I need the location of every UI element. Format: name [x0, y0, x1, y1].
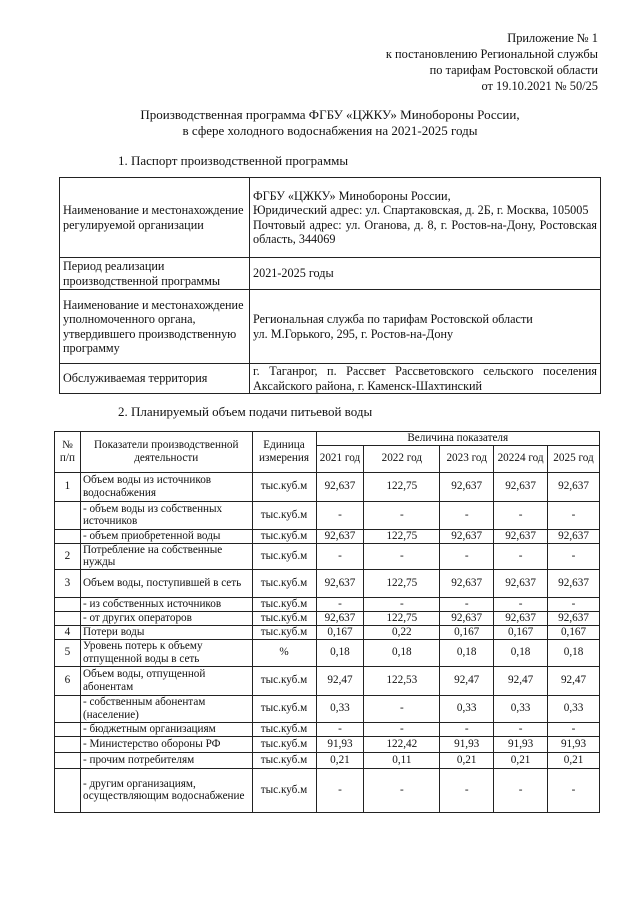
table-row — [55, 752, 600, 768]
row-num: 2 — [55, 543, 81, 569]
table-row — [55, 472, 600, 501]
row-indicator: Объем воды из источников водоснабжения — [80, 472, 252, 501]
row-value: 92,47 — [494, 666, 548, 695]
row-value: 92,637 — [440, 611, 494, 625]
row-indicator: Объем воды, отпущенной абонентам — [80, 666, 252, 695]
row-unit: % — [252, 639, 316, 666]
row-indicator: - другим организациям, осуществляющим водоснабжение — [80, 768, 252, 812]
appendix-line: от 19.10.2021 № 50/25 — [481, 79, 598, 93]
row-unit: тыс.куб.м — [252, 569, 316, 597]
passport-value-line: Юридический адрес: ул. Спартаковская, д. 2Б, г. Москва, 105005 — [253, 203, 589, 217]
row-value: 0,18 — [316, 639, 364, 666]
row-value: 92,637 — [316, 472, 364, 501]
row-value: - — [440, 722, 494, 736]
row-num — [55, 695, 81, 722]
row-value: - — [316, 597, 364, 611]
col-header-indicator: Показатели производственной деятельности — [80, 432, 252, 473]
table-row — [55, 625, 600, 639]
row-value: 92,47 — [316, 666, 364, 695]
row-value: 91,93 — [440, 736, 494, 752]
table-row — [55, 722, 600, 736]
volume-table-body — [55, 472, 600, 812]
row-value: 91,93 — [494, 736, 548, 752]
passport-value — [250, 178, 601, 258]
row-indicator: - Министерство обороны РФ — [80, 736, 252, 752]
row-value: 92,637 — [548, 569, 600, 597]
row-value: 0,167 — [494, 625, 548, 639]
row-value: 0,21 — [316, 752, 364, 768]
row-unit: тыс.куб.м — [252, 543, 316, 569]
row-unit: тыс.куб.м — [252, 736, 316, 752]
row-value: 0,33 — [316, 695, 364, 722]
table-row — [55, 501, 600, 529]
row-indicator: Потери воды — [80, 625, 252, 639]
row-indicator: Уровень потерь к объему отпущенной воды в сеть — [80, 639, 252, 666]
row-value: 122,75 — [364, 611, 440, 625]
row-value: 91,93 — [548, 736, 600, 752]
row-value: - — [440, 501, 494, 529]
row-indicator: - от других операторов — [80, 611, 252, 625]
col-header-values: Величина показателя — [316, 432, 600, 446]
row-num — [55, 752, 81, 768]
passport-value-line: Почтовый адрес: ул. Оганова, д. 8, г. Ростов-на-Дону, Ростовская область, 344069 — [253, 217, 597, 246]
row-value: 0,18 — [494, 639, 548, 666]
row-value: 92,637 — [494, 529, 548, 543]
row-unit: тыс.куб.м — [252, 625, 316, 639]
table-row — [55, 666, 600, 695]
table-row — [55, 639, 600, 666]
row-value: 0,18 — [364, 639, 440, 666]
row-value: 92,637 — [440, 569, 494, 597]
row-value: 0,33 — [440, 695, 494, 722]
row-value: - — [364, 768, 440, 812]
row-value: 92,637 — [494, 569, 548, 597]
row-unit: тыс.куб.м — [252, 529, 316, 543]
row-value: - — [364, 695, 440, 722]
row-value: 92,637 — [548, 611, 600, 625]
row-indicator: - собственным абонентам (население) — [80, 695, 252, 722]
row-num — [55, 597, 81, 611]
row-value: - — [364, 543, 440, 569]
appendix-header — [386, 30, 598, 94]
row-value: - — [364, 597, 440, 611]
passport-key: Наименование и местонахождение уполномоченного органа, утвердившего производственную программу — [60, 290, 250, 364]
row-num: 1 — [55, 472, 81, 501]
title-line: Производственная программа ФГБУ «ЦЖКУ» Минобороны России, — [140, 107, 520, 122]
row-unit: тыс.куб.м — [252, 666, 316, 695]
appendix-line: по тарифам Ростовской области — [429, 63, 598, 77]
passport-row — [60, 178, 601, 258]
passport-row — [60, 258, 601, 290]
row-num — [55, 736, 81, 752]
row-value: 0,18 — [548, 639, 600, 666]
row-value: - — [364, 722, 440, 736]
row-value: 0,167 — [548, 625, 600, 639]
row-value: 92,637 — [548, 472, 600, 501]
appendix-line: к постановлению Региональной службы — [385, 47, 598, 61]
row-value: 0,18 — [440, 639, 494, 666]
section-heading-volume: 2. Планируемый объем подачи питьевой воды — [118, 404, 373, 419]
row-value: - — [548, 768, 600, 812]
col-header-unit: Единица измерения — [252, 432, 316, 473]
table-row — [55, 597, 600, 611]
row-unit: тыс.куб.м — [252, 472, 316, 501]
row-value: 0,167 — [316, 625, 364, 639]
row-num — [55, 501, 81, 529]
row-value: 92,637 — [548, 529, 600, 543]
col-header-year: 20224 год — [494, 445, 548, 472]
passport-value: г. Таганрог, п. Рассвет Рассветовского сельского поселения Аксайского района, г. Каменск-Шахтинский — [250, 364, 601, 394]
row-indicator: - из собственных источников — [80, 597, 252, 611]
passport-row — [60, 364, 601, 394]
col-header-year: 2022 год — [364, 445, 440, 472]
volume-header-row — [55, 432, 600, 446]
row-value: - — [548, 501, 600, 529]
passport-value — [250, 290, 601, 364]
row-value: - — [316, 501, 364, 529]
row-indicator: - объем приобретенной воды — [80, 529, 252, 543]
col-header-year: 2021 год — [316, 445, 364, 472]
row-indicator: - прочим потребителям — [80, 752, 252, 768]
row-num: 5 — [55, 639, 81, 666]
row-value: 122,42 — [364, 736, 440, 752]
row-value: 92,637 — [316, 529, 364, 543]
row-indicator: Потребление на собственные нужды — [80, 543, 252, 569]
row-value: - — [440, 597, 494, 611]
title-line: в сфере холодного водоснабжения на 2021-2025 годы — [182, 123, 478, 138]
row-num — [55, 529, 81, 543]
row-value: - — [440, 543, 494, 569]
row-value: 92,637 — [440, 472, 494, 501]
passport-key: Наименование и местонахождение регулируемой организации — [60, 178, 250, 258]
row-value: 92,637 — [316, 611, 364, 625]
row-num — [55, 768, 81, 812]
row-num: 6 — [55, 666, 81, 695]
row-num — [55, 722, 81, 736]
row-num: 4 — [55, 625, 81, 639]
volume-table — [54, 431, 600, 813]
row-value: 0,167 — [440, 625, 494, 639]
row-value: 92,637 — [494, 611, 548, 625]
row-value: 0,21 — [440, 752, 494, 768]
table-row — [55, 569, 600, 597]
row-unit: тыс.куб.м — [252, 695, 316, 722]
row-unit: тыс.куб.м — [252, 597, 316, 611]
row-value: 0,33 — [494, 695, 548, 722]
row-value: - — [494, 597, 548, 611]
row-num — [55, 611, 81, 625]
table-row — [55, 768, 600, 812]
row-unit: тыс.куб.м — [252, 768, 316, 812]
table-row — [55, 611, 600, 625]
row-num: 3 — [55, 569, 81, 597]
row-value: - — [440, 768, 494, 812]
row-indicator: Объем воды, поступившей в сеть — [80, 569, 252, 597]
row-value: 122,53 — [364, 666, 440, 695]
table-row — [55, 529, 600, 543]
row-value: - — [548, 722, 600, 736]
row-value: 92,637 — [494, 472, 548, 501]
row-value: - — [364, 501, 440, 529]
row-value: 92,47 — [440, 666, 494, 695]
row-value: 91,93 — [316, 736, 364, 752]
row-indicator: - объем воды из собственных источников — [80, 501, 252, 529]
passport-value-line: Региональная служба по тарифам Ростовской области — [253, 312, 533, 326]
row-unit: тыс.куб.м — [252, 611, 316, 625]
passport-key: Обслуживаемая территория — [60, 364, 250, 394]
row-value: - — [548, 597, 600, 611]
section-heading-passport: 1. Паспорт производственной программы — [118, 153, 349, 168]
row-value: - — [316, 722, 364, 736]
col-header-year: 2025 год — [548, 445, 600, 472]
row-unit: тыс.куб.м — [252, 722, 316, 736]
row-value: - — [494, 501, 548, 529]
passport-table — [59, 177, 601, 394]
row-value: 0,21 — [548, 752, 600, 768]
passport-key: Период реализации производственной программы — [60, 258, 250, 290]
row-value: 92,637 — [316, 569, 364, 597]
row-value: 92,637 — [440, 529, 494, 543]
row-value: 122,75 — [364, 472, 440, 501]
row-value: - — [494, 543, 548, 569]
row-value: - — [494, 768, 548, 812]
row-value: - — [316, 543, 364, 569]
document-title — [60, 107, 600, 139]
row-value: 122,75 — [364, 529, 440, 543]
row-value: - — [494, 722, 548, 736]
table-row — [55, 543, 600, 569]
row-unit: тыс.куб.м — [252, 752, 316, 768]
passport-row — [60, 290, 601, 364]
appendix-line: Приложение № 1 — [507, 31, 598, 45]
row-indicator: - бюджетным организациям — [80, 722, 252, 736]
row-value: 0,11 — [364, 752, 440, 768]
row-value: 92,47 — [548, 666, 600, 695]
table-row — [55, 695, 600, 722]
passport-value-line: ФГБУ «ЦЖКУ» Минобороны России, — [253, 188, 451, 203]
col-header-year: 2023 год — [440, 445, 494, 472]
row-value: 122,75 — [364, 569, 440, 597]
passport-value-line: ул. М.Горького, 295, г. Ростов-на-Дону — [253, 326, 454, 341]
table-row — [55, 736, 600, 752]
row-value: 0,22 — [364, 625, 440, 639]
row-value: - — [548, 543, 600, 569]
row-unit: тыс.куб.м — [252, 501, 316, 529]
row-value: 0,21 — [494, 752, 548, 768]
row-value: - — [316, 768, 364, 812]
passport-value: 2021-2025 годы — [250, 258, 601, 290]
col-header-num: № п/п — [55, 432, 81, 473]
row-value: 0,33 — [548, 695, 600, 722]
